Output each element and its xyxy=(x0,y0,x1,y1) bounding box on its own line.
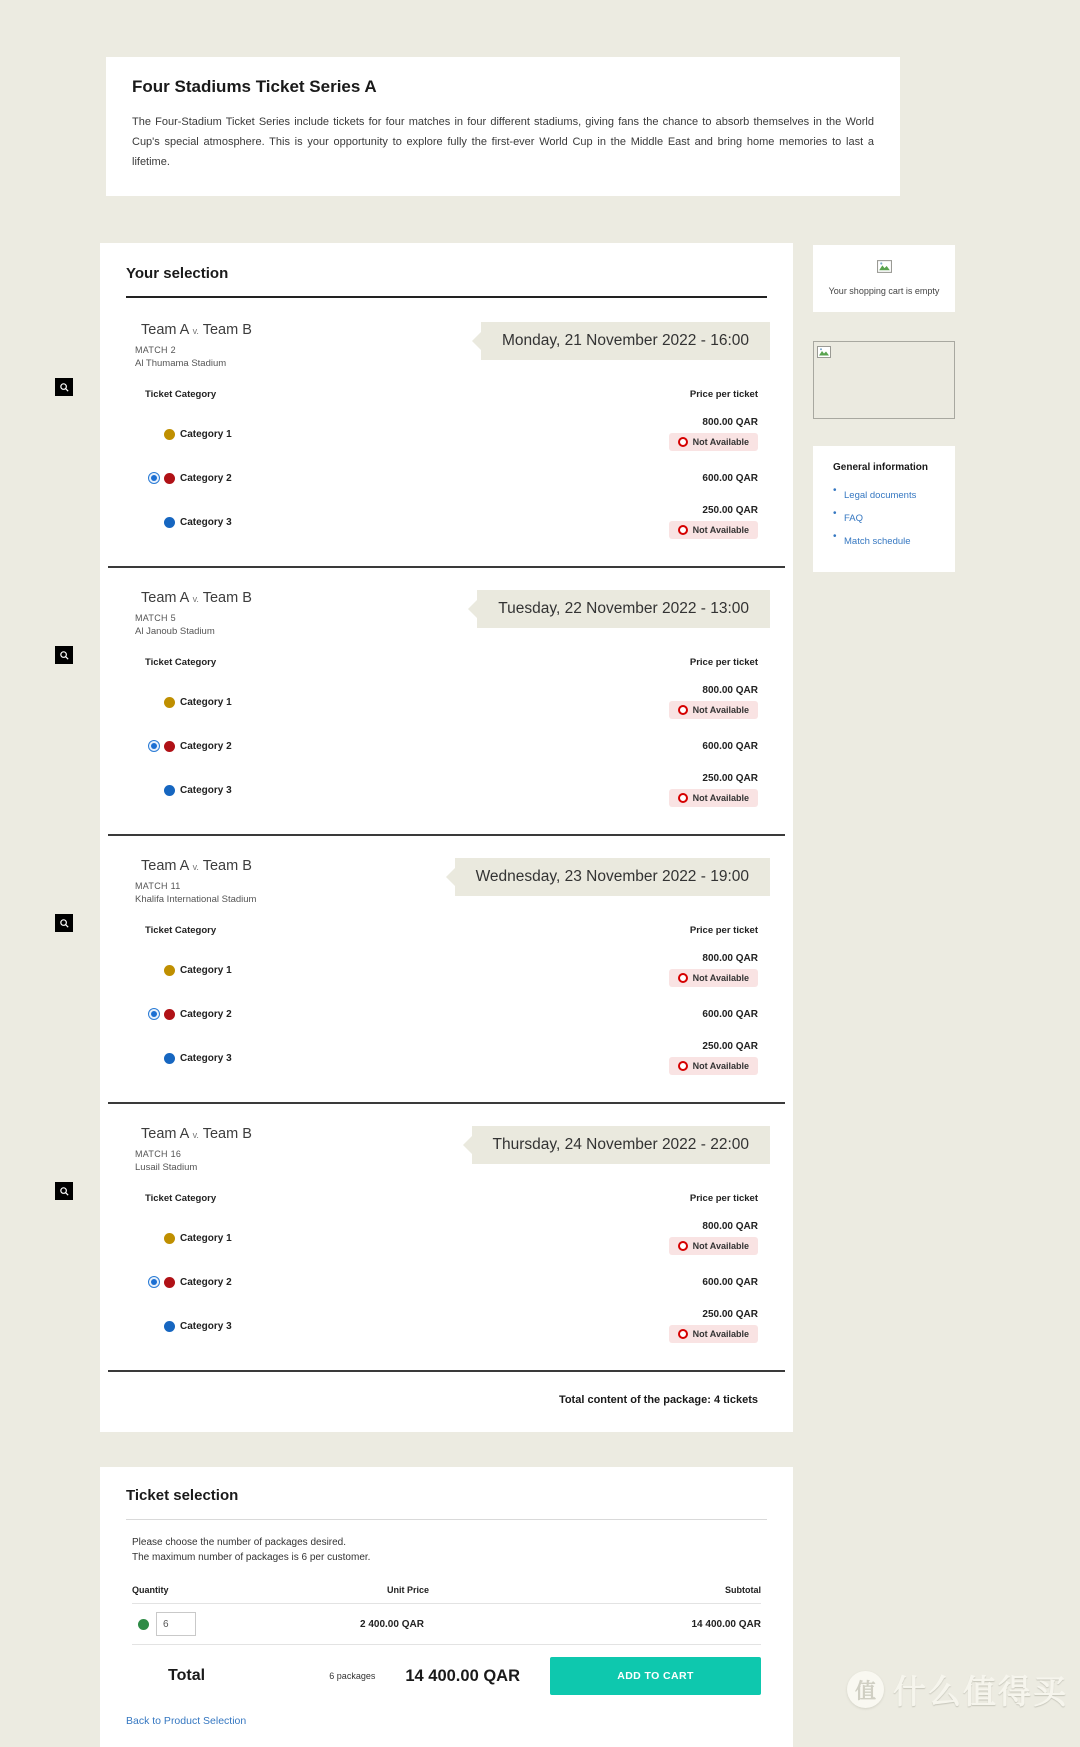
category-row xyxy=(135,1214,758,1262)
category-left-group xyxy=(143,1233,232,1244)
not-available-text: Not Available xyxy=(692,1061,749,1071)
instruction-line-2: The maximum number of packages is 6 per customer. xyxy=(132,1551,371,1563)
match-block xyxy=(100,1102,793,1370)
price-per-ticket-header: Price per ticket xyxy=(689,389,758,400)
category-dot xyxy=(164,1277,175,1288)
radio-selected-dot xyxy=(151,475,157,481)
category-price-group xyxy=(669,953,758,987)
not-available-text: Not Available xyxy=(692,525,749,535)
instruction-line-1: Please choose the number of packages desired. xyxy=(132,1537,347,1548)
radio-selected-dot xyxy=(151,743,157,749)
general-information-links xyxy=(833,485,941,549)
match-datetime-banner: Monday, 21 November 2022 - 16:00 xyxy=(481,322,770,360)
category-dot xyxy=(164,429,175,440)
not-available-icon xyxy=(678,437,688,447)
match-number: MATCH 11 xyxy=(135,881,181,891)
magnifier-icon xyxy=(59,918,70,929)
team-a-name: Team A xyxy=(141,858,189,874)
not-available-badge xyxy=(669,1057,758,1075)
not-available-icon xyxy=(678,1061,688,1071)
unit-price-value: 2 400.00 QAR xyxy=(360,1618,424,1630)
match-number: MATCH 5 xyxy=(135,613,176,623)
radio-selected-dot xyxy=(151,1011,157,1017)
match-teams xyxy=(135,322,252,338)
category-radio[interactable] xyxy=(148,1008,160,1020)
match-info xyxy=(135,1126,252,1173)
not-available-badge xyxy=(669,1237,758,1255)
category-table-header xyxy=(135,389,758,400)
category-price-group xyxy=(669,1221,758,1255)
unit-price-column-header: Unit Price xyxy=(387,1585,430,1595)
match-number: MATCH 2 xyxy=(135,345,176,355)
category-row xyxy=(135,410,758,458)
list-item xyxy=(833,508,941,526)
versus-label: v. xyxy=(192,326,199,336)
category-price: 600.00 QAR xyxy=(702,1008,758,1020)
match-info xyxy=(135,858,256,905)
stadium-name: Khalifa International Stadium xyxy=(135,894,257,905)
legal-documents-link[interactable]: Legal documents xyxy=(844,490,917,501)
versus-label: v. xyxy=(192,862,199,872)
not-available-icon xyxy=(678,1329,688,1339)
match-teams xyxy=(135,1126,252,1142)
category-row xyxy=(135,726,758,766)
not-available-icon xyxy=(678,973,688,983)
stadium-name: Al Janoub Stadium xyxy=(135,626,215,637)
category-left-group xyxy=(143,517,232,528)
category-row xyxy=(135,1034,758,1082)
magnifier-icon xyxy=(59,382,70,393)
category-row xyxy=(135,678,758,726)
category-dot xyxy=(164,785,175,796)
category-dot xyxy=(164,1009,175,1020)
quantity-input[interactable] xyxy=(156,1612,196,1636)
not-available-icon xyxy=(678,705,688,715)
category-table-header xyxy=(135,1193,758,1204)
category-price-group xyxy=(669,417,758,451)
category-radio[interactable] xyxy=(148,1276,160,1288)
total-amount: 14 400.00 QAR xyxy=(405,1666,520,1685)
not-available-text: Not Available xyxy=(692,973,749,983)
broken-image-icon xyxy=(877,260,892,273)
category-price-group xyxy=(669,685,758,719)
category-price: 600.00 QAR xyxy=(702,1276,758,1288)
category-price-group xyxy=(702,741,758,752)
not-available-text: Not Available xyxy=(692,1329,749,1339)
category-left-group xyxy=(143,785,232,796)
package-total-text: Total content of the package: 4 tickets xyxy=(558,1394,758,1406)
category-price-group xyxy=(669,1041,758,1075)
total-row xyxy=(100,1645,793,1705)
list-item xyxy=(833,531,941,549)
versus-label: v. xyxy=(192,594,199,604)
product-header-card xyxy=(106,57,900,196)
category-dot xyxy=(164,741,175,752)
category-price: 250.00 QAR xyxy=(702,1309,758,1320)
category-name: Category 3 xyxy=(180,1052,232,1064)
category-table-header xyxy=(135,925,758,936)
team-b-name: Team B xyxy=(202,1126,252,1142)
back-to-product-selection-link[interactable]: Back to Product Selection xyxy=(126,1715,247,1727)
not-available-text: Not Available xyxy=(692,1241,749,1251)
cart-empty-text: Your shopping cart is empty xyxy=(828,286,940,296)
match-teams xyxy=(135,590,252,606)
category-price: 600.00 QAR xyxy=(702,472,758,484)
versus-label: v. xyxy=(192,1130,199,1140)
team-a-name: Team A xyxy=(141,1126,189,1142)
match-schedule-link[interactable]: Match schedule xyxy=(844,536,911,547)
radio-selected-dot xyxy=(151,1279,157,1285)
match-number: MATCH 16 xyxy=(135,1149,182,1159)
zoom-match-button[interactable] xyxy=(55,378,73,396)
category-row xyxy=(135,1302,758,1350)
match-datetime-banner: Tuesday, 22 November 2022 - 13:00 xyxy=(477,590,770,628)
category-dot xyxy=(164,473,175,484)
category-name: Category 2 xyxy=(180,1276,232,1288)
match-block xyxy=(100,298,793,566)
magnifier-icon xyxy=(59,650,70,661)
category-left-group xyxy=(143,1276,232,1288)
quantity-column-header: Quantity xyxy=(132,1585,169,1595)
category-price: 800.00 QAR xyxy=(702,417,758,428)
stadium-name: Al Thumama Stadium xyxy=(135,358,227,369)
match-info xyxy=(135,322,252,369)
category-price: 250.00 QAR xyxy=(702,773,758,784)
category-rows xyxy=(135,410,758,546)
package-instructions xyxy=(132,1536,761,1565)
match-top xyxy=(135,858,758,905)
category-table-header xyxy=(135,657,758,668)
category-name: Category 3 xyxy=(180,516,232,528)
not-available-badge xyxy=(669,701,758,719)
ticket-selection-header xyxy=(126,1467,767,1520)
radio-slot xyxy=(143,740,160,752)
category-row xyxy=(135,458,758,498)
radio-slot xyxy=(143,1276,160,1288)
subtotal-column-header: Subtotal xyxy=(725,1585,761,1595)
category-rows xyxy=(135,946,758,1082)
category-name: Category 3 xyxy=(180,784,232,796)
packages-count-text: 6 packages xyxy=(329,1671,376,1681)
radio-slot xyxy=(143,1008,160,1020)
not-available-text: Not Available xyxy=(692,793,749,803)
sidebar xyxy=(813,245,955,572)
category-name: Category 1 xyxy=(180,1232,232,1244)
not-available-badge xyxy=(669,433,758,451)
category-price-group xyxy=(702,1009,758,1020)
category-name: Category 2 xyxy=(180,1008,232,1020)
subtotal-value: 14 400.00 QAR xyxy=(691,1618,761,1630)
category-price: 250.00 QAR xyxy=(702,1041,758,1052)
category-price-group xyxy=(702,473,758,484)
category-left-group xyxy=(143,472,232,484)
not-available-badge xyxy=(669,789,758,807)
not-available-icon xyxy=(678,793,688,803)
match-datetime-banner: Thursday, 24 November 2022 - 22:00 xyxy=(472,1126,770,1164)
list-item xyxy=(833,485,941,503)
category-dot xyxy=(164,517,175,528)
category-price-group xyxy=(702,1277,758,1288)
your-selection-card xyxy=(100,243,793,1432)
smzdm-watermark xyxy=(847,1666,1068,1713)
category-rows xyxy=(135,678,758,814)
general-information-heading: General information xyxy=(833,462,929,473)
category-left-group xyxy=(143,697,232,708)
category-price-group xyxy=(669,1309,758,1343)
ticket-category-header: Ticket Category xyxy=(145,657,217,668)
match-top xyxy=(135,1126,758,1173)
category-left-group xyxy=(143,1053,232,1064)
team-a-name: Team A xyxy=(141,590,189,606)
quantity-cell xyxy=(132,1612,302,1636)
category-price-group xyxy=(669,505,758,539)
match-top xyxy=(135,590,758,637)
category-dot xyxy=(164,1233,175,1244)
category-price: 800.00 QAR xyxy=(702,685,758,696)
quantity-row xyxy=(132,1603,761,1645)
product-description: The Four-Stadium Ticket Series include tickets for four matches in four different stadiums, giving fans the chance to absorb themselves in the World Cup's special atmosphere. This is your opportunity to explore fully the first-ever World Cup in the Middle East and bring home memories to last a lifetime. xyxy=(132,116,874,168)
category-name: Category 1 xyxy=(180,428,232,440)
watermark-badge-icon: 值 xyxy=(847,1671,884,1708)
quantity-table-header xyxy=(132,1585,761,1603)
ticket-selection-body xyxy=(100,1520,793,1645)
not-available-text: Not Available xyxy=(692,705,749,715)
category-dot xyxy=(164,1053,175,1064)
category-left-group xyxy=(143,965,232,976)
zoom-match-button[interactable] xyxy=(55,914,73,932)
shopping-cart-box xyxy=(813,245,955,312)
category-price: 800.00 QAR xyxy=(702,1221,758,1232)
category-dot xyxy=(164,965,175,976)
total-label: Total xyxy=(168,1667,206,1684)
not-available-text: Not Available xyxy=(692,437,749,447)
package-total-footer xyxy=(100,1370,793,1432)
ticket-selection-card xyxy=(100,1467,793,1747)
category-price-group xyxy=(669,773,758,807)
category-left-group xyxy=(143,1321,232,1332)
team-b-name: Team B xyxy=(202,322,252,338)
zoom-match-button[interactable] xyxy=(55,1182,73,1200)
category-name: Category 2 xyxy=(180,472,232,484)
radio-slot xyxy=(143,472,160,484)
ticket-category-header: Ticket Category xyxy=(145,925,217,936)
category-dot xyxy=(164,1321,175,1332)
category-price: 600.00 QAR xyxy=(702,740,758,752)
team-b-name: Team B xyxy=(202,590,252,606)
price-per-ticket-header: Price per ticket xyxy=(689,925,758,936)
not-available-badge xyxy=(669,1325,758,1343)
category-left-group xyxy=(143,740,232,752)
page-title: Four Stadiums Ticket Series A xyxy=(132,77,377,96)
category-price: 800.00 QAR xyxy=(702,953,758,964)
zoom-match-button[interactable] xyxy=(55,646,73,664)
stadium-name: Lusail Stadium xyxy=(135,1162,198,1173)
price-per-ticket-header: Price per ticket xyxy=(689,657,758,668)
ticket-category-header: Ticket Category xyxy=(145,389,217,400)
not-available-icon xyxy=(678,1241,688,1251)
magnifier-icon xyxy=(59,1186,70,1197)
category-left-group xyxy=(143,1008,232,1020)
match-list xyxy=(100,298,793,1370)
watermark-text: 什么值得买 xyxy=(893,1673,1068,1710)
price-per-ticket-header: Price per ticket xyxy=(689,1193,758,1204)
your-selection-title: Your selection xyxy=(126,265,229,282)
add-to-cart-button[interactable]: ADD TO CART xyxy=(550,1657,761,1695)
faq-link[interactable]: FAQ xyxy=(844,513,864,524)
match-info xyxy=(135,590,252,637)
category-left-group xyxy=(143,429,232,440)
category-name: Category 3 xyxy=(180,1320,232,1332)
ticket-category-header: Ticket Category xyxy=(145,1193,217,1204)
ticket-selection-footer xyxy=(100,1705,793,1747)
match-teams xyxy=(135,858,256,874)
main-column xyxy=(100,243,793,1747)
category-row xyxy=(135,498,758,546)
availability-dot-icon xyxy=(138,1619,149,1630)
category-name: Category 2 xyxy=(180,740,232,752)
category-row xyxy=(135,766,758,814)
category-row xyxy=(135,994,758,1034)
category-name: Category 1 xyxy=(180,696,232,708)
category-radio[interactable] xyxy=(148,740,160,752)
match-top xyxy=(135,322,758,369)
match-block xyxy=(100,566,793,834)
not-available-badge xyxy=(669,969,758,987)
sidebar-image-placeholder xyxy=(813,341,955,419)
category-price: 250.00 QAR xyxy=(702,505,758,516)
match-datetime-banner: Wednesday, 23 November 2022 - 19:00 xyxy=(455,858,770,896)
broken-image-icon xyxy=(817,346,831,358)
ticket-selection-title: Ticket selection xyxy=(126,1487,239,1504)
category-name: Category 1 xyxy=(180,964,232,976)
category-dot xyxy=(164,697,175,708)
category-row xyxy=(135,1262,758,1302)
team-a-name: Team A xyxy=(141,322,189,338)
not-available-icon xyxy=(678,525,688,535)
not-available-badge xyxy=(669,521,758,539)
category-row xyxy=(135,946,758,994)
general-information-box xyxy=(813,446,955,572)
category-rows xyxy=(135,1214,758,1350)
category-radio[interactable] xyxy=(148,472,160,484)
match-block xyxy=(100,834,793,1102)
your-selection-header xyxy=(126,243,767,298)
total-right-group xyxy=(329,1657,761,1695)
team-b-name: Team B xyxy=(202,858,252,874)
